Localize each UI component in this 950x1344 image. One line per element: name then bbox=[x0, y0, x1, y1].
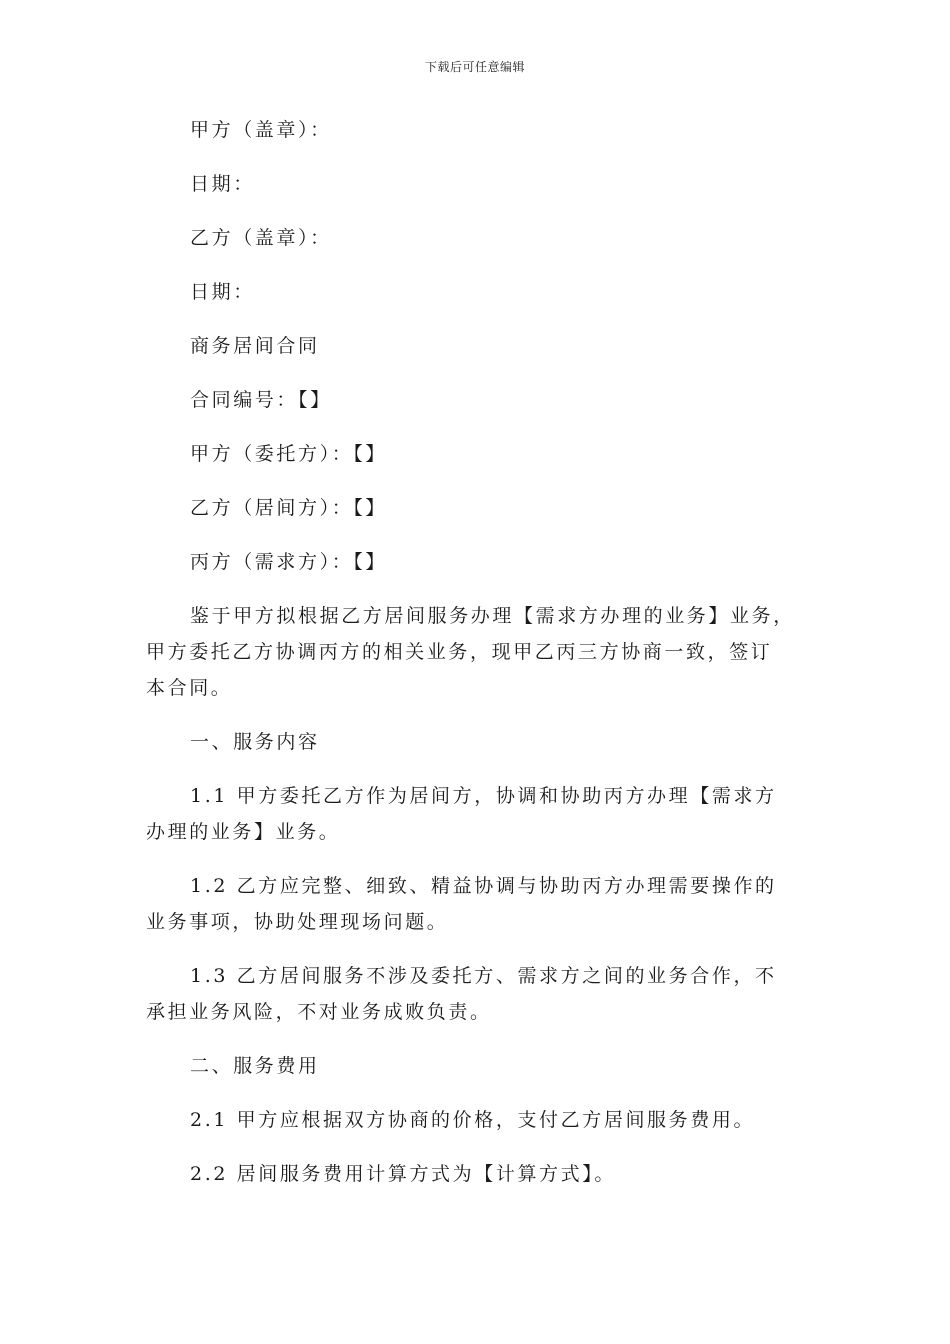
clause-1-2 bbox=[146, 868, 806, 940]
clause-line: 业务事项，协助处理现场问题。 bbox=[146, 911, 449, 933]
clause-line: 办理的业务】业务。 bbox=[146, 821, 341, 843]
party-a-date-line: 日期： bbox=[190, 173, 255, 195]
clause-line: 1.2 乙方应完整、细致、精益协调与协助丙方办理需要操作的 bbox=[190, 875, 777, 897]
preamble-line: 本合同。 bbox=[146, 677, 233, 699]
preamble-line: 鉴于甲方拟根据乙方居间服务办理【需求方办理的业务】业务， bbox=[190, 605, 795, 627]
header-note: 下载后可任意编辑 bbox=[424, 60, 525, 74]
contract-title: 商务居间合同 bbox=[190, 335, 320, 357]
section-2-heading: 二、服务费用 bbox=[190, 1055, 320, 1077]
party-c-line: 丙方（需求方）：【】 bbox=[190, 551, 388, 573]
party-b-seal-line: 乙方（盖章）： bbox=[190, 227, 332, 249]
section-1-heading: 一、服务内容 bbox=[190, 731, 320, 753]
party-b-date-line: 日期： bbox=[190, 281, 255, 303]
clause-line: 承担业务风险，不对业务成败负责。 bbox=[146, 1001, 492, 1023]
preamble-paragraph bbox=[146, 598, 806, 706]
clause-2-1: 2.1 甲方应根据双方协商的价格，支付乙方居间服务费用。 bbox=[190, 1109, 756, 1131]
clause-line: 1.1 甲方委托乙方作为居间方，协调和协助丙方办理【需求方 bbox=[190, 785, 777, 807]
contract-number: 合同编号：【】 bbox=[190, 389, 332, 411]
party-a-line: 甲方（委托方）：【】 bbox=[190, 443, 388, 465]
contract-body bbox=[146, 112, 806, 1210]
clause-line: 1.3 乙方居间服务不涉及委托方、需求方之间的业务合作，不 bbox=[190, 965, 777, 987]
party-a-seal-line: 甲方（盖章）： bbox=[190, 119, 332, 141]
clause-2-2: 2.2 居间服务费用计算方式为【计算方式】。 bbox=[190, 1163, 616, 1185]
preamble-line: 甲方委托乙方协调丙方的相关业务，现甲乙丙三方协商一致，签订 bbox=[146, 641, 773, 663]
clause-1-1 bbox=[146, 778, 806, 850]
party-b-line: 乙方（居间方）：【】 bbox=[190, 497, 388, 519]
clause-1-3 bbox=[146, 958, 806, 1030]
